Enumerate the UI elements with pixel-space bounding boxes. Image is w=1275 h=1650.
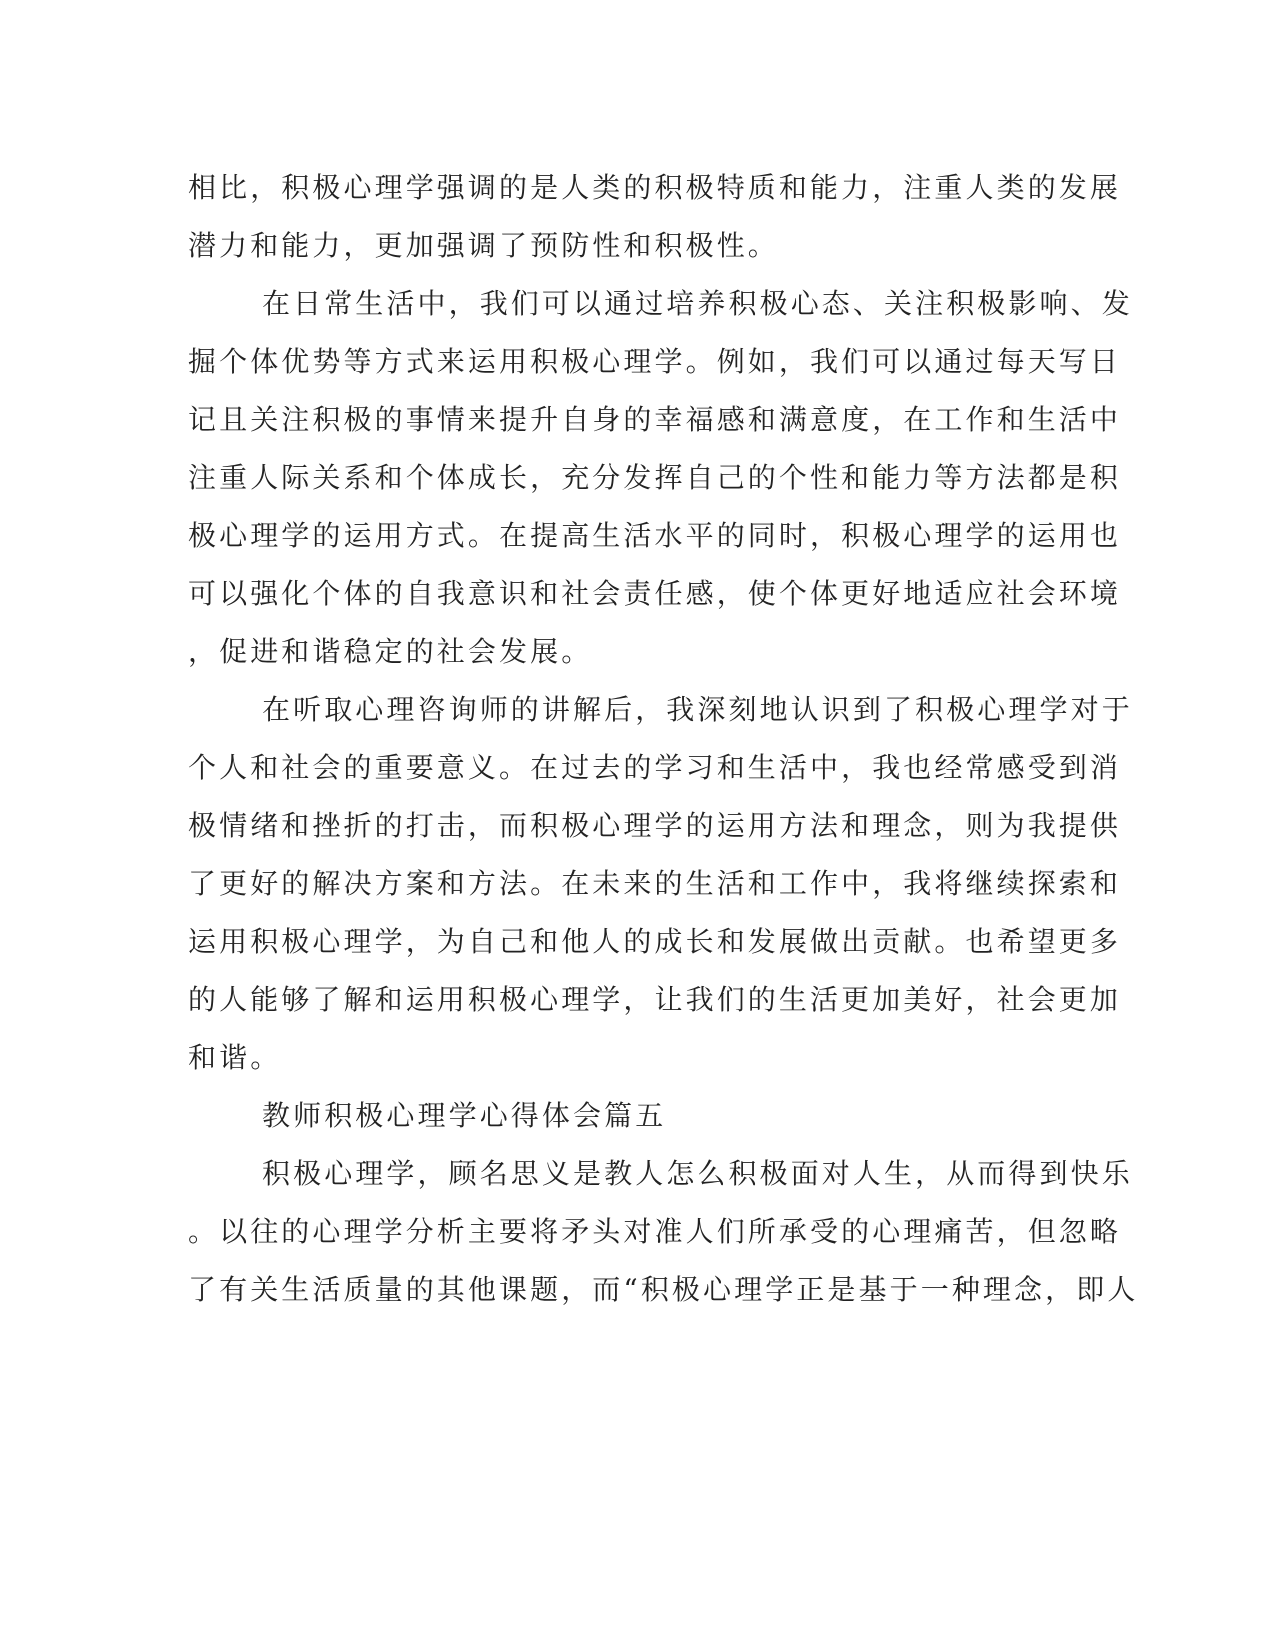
text-line: 潜力和能力，更加强调了预防性和积极性。 <box>188 229 779 262</box>
text-line: 了更好的解决方案和方法。在未来的生活和工作中，我将继续探索和 <box>188 867 1122 900</box>
paragraph-first-line: 在日常生活中，我们可以通过培养积极心态、关注积极影响、发 <box>262 287 1133 320</box>
text-line: ，促进和谐稳定的社会发展。 <box>188 635 593 668</box>
section-heading: 教师积极心理学心得体会篇五 <box>262 1099 667 1132</box>
paragraph-first-line: 积极心理学，顾名思义是教人怎么积极面对人生，从而得到快乐 <box>262 1157 1133 1190</box>
text-line: 记且关注积极的事情来提升自身的幸福感和满意度，在工作和生活中 <box>188 403 1122 436</box>
text-line: 掘个体优势等方式来运用积极心理学。例如，我们可以通过每天写日 <box>188 345 1122 378</box>
text-line: 极心理学的运用方式。在提高生活水平的同时，积极心理学的运用也 <box>188 519 1122 552</box>
text-line: 可以强化个体的自我意识和社会责任感，使个体更好地适应社会环境 <box>188 577 1122 610</box>
text-line: 个人和社会的重要意义。在过去的学习和生活中，我也经常感受到消 <box>188 751 1122 784</box>
text-line: 相比，积极心理学强调的是人类的积极特质和能力，注重人类的发展 <box>188 171 1122 204</box>
text-line: 极情绪和挫折的打击，而积极心理学的运用方法和理念，则为我提供 <box>188 809 1122 842</box>
text-line: 。以往的心理学分析主要将矛头对准人们所承受的心理痛苦，但忽略 <box>188 1215 1122 1248</box>
text-line: 和谐。 <box>188 1041 282 1074</box>
text-line: 的人能够了解和运用积极心理学，让我们的生活更加美好，社会更加 <box>188 983 1122 1016</box>
paragraph-first-line: 在听取心理咨询师的讲解后，我深刻地认识到了积极心理学对于 <box>262 693 1133 726</box>
text-line: 注重人际关系和个体成长，充分发挥自己的个性和能力等方法都是积 <box>188 461 1122 494</box>
text-line: 运用积极心理学，为自己和他人的成长和发展做出贡献。也希望更多 <box>188 925 1122 958</box>
text-line: 了有关生活质量的其他课题，而“积极心理学正是基于一种理念，即人 <box>188 1273 1139 1306</box>
